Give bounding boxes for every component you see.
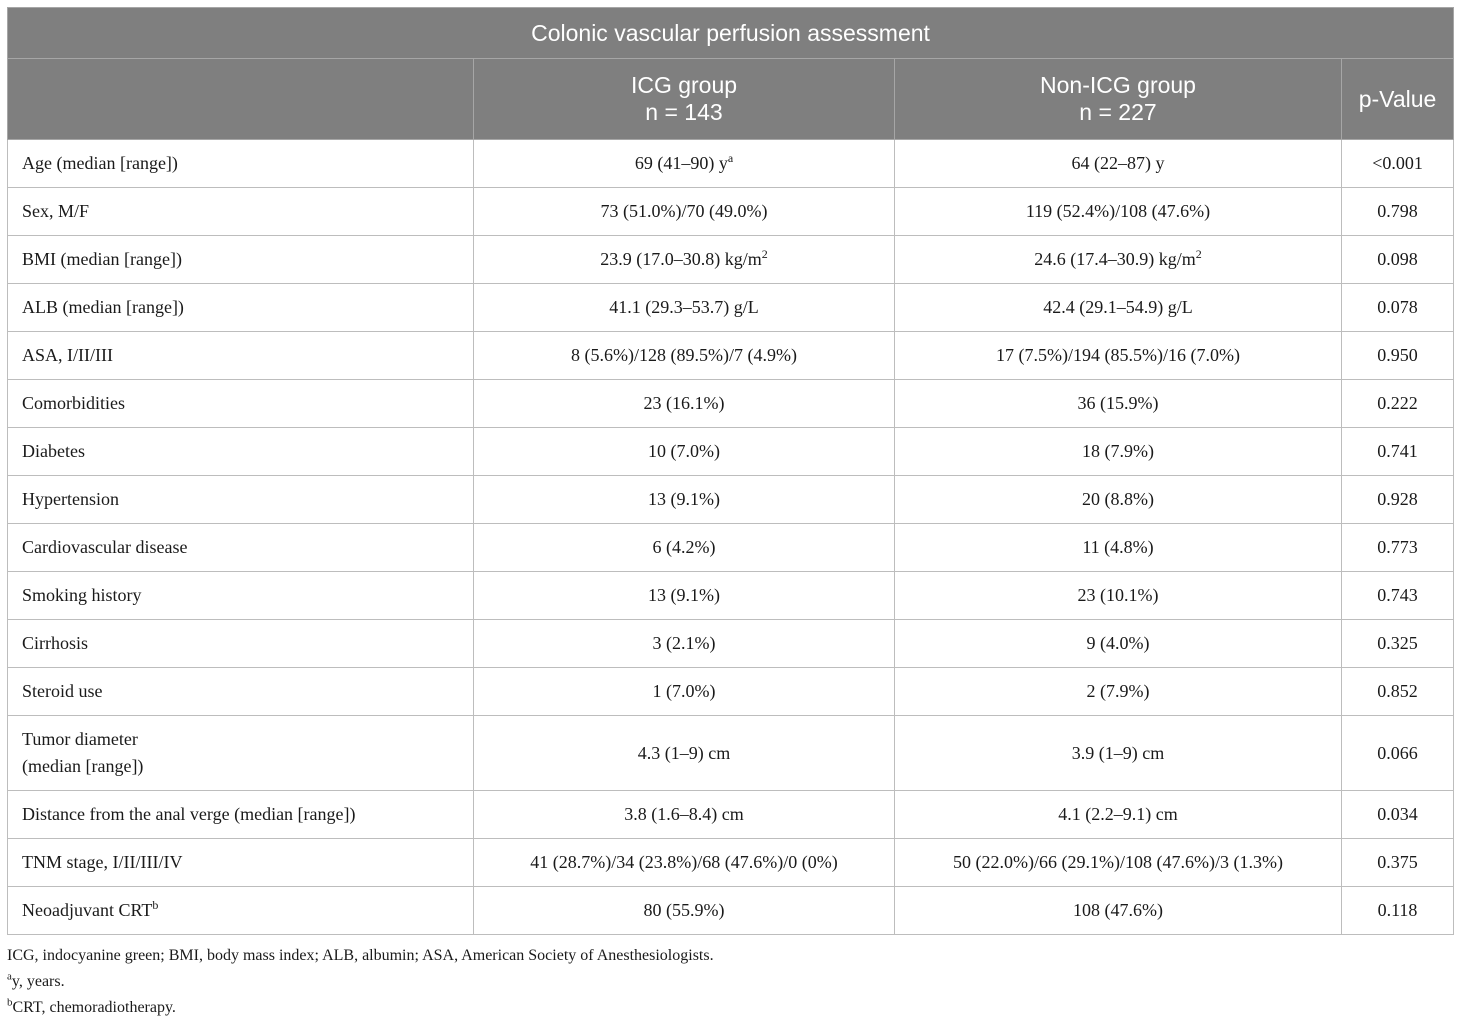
non-icg-value-cell <box>895 668 1342 716</box>
non-icg-value: 36 (15.9%) <box>1077 393 1159 413</box>
non-icg-value-cell <box>895 791 1342 839</box>
icg-value-cell <box>474 188 895 236</box>
non-icg-value-cell <box>895 332 1342 380</box>
icg-value-cell <box>474 791 895 839</box>
header-non-icg-n: n = 227 <box>1079 99 1157 125</box>
icg-value-cell <box>474 284 895 332</box>
icg-value-cell <box>474 716 895 791</box>
table-row <box>8 428 1454 476</box>
non-icg-value: 50 (22.0%)/66 (29.1%)/108 (47.6%)/3 (1.3%) <box>953 852 1283 872</box>
icg-value: 23.9 (17.0–30.8) kg/m <box>600 249 762 269</box>
table-row <box>8 887 1454 935</box>
non-icg-value: 11 (4.8%) <box>1082 537 1154 557</box>
table-wrapper <box>7 7 1453 1021</box>
row-label-cell <box>8 476 474 524</box>
footnote-abbreviations: ICG, indocyanine green; BMI, body mass index; ALB, albumin; ASA, American Society of Anesthesiologists. <box>7 947 714 964</box>
table-row <box>8 524 1454 572</box>
icg-value: 80 (55.9%) <box>643 900 725 920</box>
non-icg-value-cell <box>895 140 1342 188</box>
row-label: Steroid use <box>22 681 103 701</box>
row-label-cell <box>8 380 474 428</box>
icg-value: 13 (9.1%) <box>648 489 720 509</box>
non-icg-value: 4.1 (2.2–9.1) cm <box>1058 804 1178 824</box>
row-label: Age (median [range]) <box>22 153 178 173</box>
characteristics-table <box>7 7 1454 935</box>
non-icg-value: 23 (10.1%) <box>1077 585 1159 605</box>
row-label-cell <box>8 284 474 332</box>
row-label: TNM stage, I/II/III/IV <box>22 852 183 872</box>
table-row <box>8 668 1454 716</box>
table-row <box>8 284 1454 332</box>
footnote-a-text: y, years. <box>11 973 65 990</box>
p-value-cell: 0.928 <box>1342 476 1454 524</box>
table-row <box>8 188 1454 236</box>
non-icg-value: 20 (8.8%) <box>1082 489 1154 509</box>
table-title: Colonic vascular perfusion assessment <box>8 8 1454 59</box>
non-icg-value-cell <box>895 284 1342 332</box>
footnote-b-text: CRT, chemoradiotherapy. <box>12 999 176 1016</box>
row-label: ASA, I/II/III <box>22 345 113 365</box>
row-label: Tumor diameter <box>22 729 138 749</box>
icg-value-cell <box>474 668 895 716</box>
row-label: Neoadjuvant CRT <box>22 900 153 920</box>
non-icg-value-cell <box>895 839 1342 887</box>
p-value-cell: 0.078 <box>1342 284 1454 332</box>
icg-value-cell <box>474 476 895 524</box>
icg-value: 41 (28.7%)/34 (23.8%)/68 (47.6%)/0 (0%) <box>530 852 838 872</box>
p-value-cell: 0.773 <box>1342 524 1454 572</box>
icg-value-cell <box>474 524 895 572</box>
header-variable <box>8 59 474 140</box>
row-label: Hypertension <box>22 489 119 509</box>
icg-value: 13 (9.1%) <box>648 585 720 605</box>
icg-value-cell <box>474 380 895 428</box>
footnote-b <box>7 995 1453 1021</box>
footnotes <box>7 943 1453 1021</box>
row-label-cell <box>8 839 474 887</box>
non-icg-value: 17 (7.5%)/194 (85.5%)/16 (7.0%) <box>996 345 1240 365</box>
header-p-value: p-Value <box>1342 59 1454 140</box>
table-row <box>8 476 1454 524</box>
non-icg-value: 64 (22–87) y <box>1071 153 1165 173</box>
row-label-cell <box>8 620 474 668</box>
row-label: Cirrhosis <box>22 633 89 653</box>
icg-value-cell <box>474 428 895 476</box>
icg-value-cell <box>474 332 895 380</box>
header-icg-n: n = 143 <box>645 99 723 125</box>
icg-value: 41.1 (29.3–53.7) g/L <box>609 297 759 317</box>
icg-value: 23 (16.1%) <box>643 393 725 413</box>
icg-value: 69 (41–90) y <box>634 153 728 173</box>
icg-value-cell <box>474 572 895 620</box>
header-row <box>8 59 1454 140</box>
non-icg-value: 9 (4.0%) <box>1086 633 1150 653</box>
p-value-cell: 0.325 <box>1342 620 1454 668</box>
row-label-cell <box>8 236 474 284</box>
non-icg-value-cell <box>895 716 1342 791</box>
header-icg-group <box>474 59 895 140</box>
p-value-cell: 0.950 <box>1342 332 1454 380</box>
p-value-cell: 0.034 <box>1342 791 1454 839</box>
icg-value: 4.3 (1–9) cm <box>637 742 731 763</box>
row-label-line2: (median [range]) <box>22 756 144 776</box>
non-icg-value: 42.4 (29.1–54.9) g/L <box>1043 297 1193 317</box>
non-icg-value-superscript: 2 <box>1195 247 1202 261</box>
non-icg-value: 18 (7.9%) <box>1082 441 1154 461</box>
row-label-cell <box>8 668 474 716</box>
table-row <box>8 791 1454 839</box>
row-label: Sex, M/F <box>22 201 90 221</box>
header-icg-label: ICG group <box>630 72 738 98</box>
icg-value: 8 (5.6%)/128 (89.5%)/7 (4.9%) <box>571 345 797 365</box>
row-label-cell <box>8 524 474 572</box>
non-icg-value-cell <box>895 476 1342 524</box>
row-label-cell <box>8 140 474 188</box>
p-value-cell: 0.375 <box>1342 839 1454 887</box>
non-icg-value-cell <box>895 887 1342 935</box>
row-label: ALB (median [range]) <box>22 297 184 317</box>
row-label-cell <box>8 332 474 380</box>
icg-value: 10 (7.0%) <box>648 441 720 461</box>
p-value-cell: 0.098 <box>1342 236 1454 284</box>
icg-value-superscript: a <box>727 151 734 165</box>
footnote-a <box>7 969 1453 995</box>
non-icg-value-cell <box>895 236 1342 284</box>
table-row <box>8 839 1454 887</box>
title-row <box>8 8 1454 59</box>
non-icg-value: 2 (7.9%) <box>1086 681 1150 701</box>
row-label: Smoking history <box>22 585 142 605</box>
table-row <box>8 236 1454 284</box>
table-body <box>8 140 1454 935</box>
non-icg-value-cell <box>895 380 1342 428</box>
non-icg-value-cell <box>895 524 1342 572</box>
p-value-cell: 0.741 <box>1342 428 1454 476</box>
row-label-cell <box>8 716 474 791</box>
row-label-cell <box>8 887 474 935</box>
table-row <box>8 140 1454 188</box>
non-icg-value: 3.9 (1–9) cm <box>1071 742 1165 763</box>
non-icg-value-cell <box>895 572 1342 620</box>
icg-value: 1 (7.0%) <box>652 681 716 701</box>
row-label-cell <box>8 791 474 839</box>
icg-value-cell <box>474 140 895 188</box>
p-value-cell: 0.222 <box>1342 380 1454 428</box>
icg-value-cell <box>474 839 895 887</box>
p-value-cell: 0.798 <box>1342 188 1454 236</box>
p-value-cell: 0.066 <box>1342 716 1454 791</box>
header-non-icg-label: Non-ICG group <box>1040 72 1196 98</box>
row-label-cell <box>8 188 474 236</box>
row-label: Distance from the anal verge (median [range]) <box>22 804 356 824</box>
row-label: BMI (median [range]) <box>22 249 182 269</box>
non-icg-value-cell <box>895 620 1342 668</box>
non-icg-value-cell <box>895 428 1342 476</box>
table-row <box>8 332 1454 380</box>
row-label: Cardiovascular disease <box>22 537 188 557</box>
non-icg-value: 24.6 (17.4–30.9) kg/m <box>1034 249 1196 269</box>
table-row <box>8 572 1454 620</box>
icg-value: 73 (51.0%)/70 (49.0%) <box>600 201 768 221</box>
table-row <box>8 380 1454 428</box>
icg-value: 3.8 (1.6–8.4) cm <box>624 804 744 824</box>
footnote-b-mark: b <box>7 996 13 1009</box>
row-label: Diabetes <box>22 441 85 461</box>
non-icg-value-cell <box>895 188 1342 236</box>
row-label-cell <box>8 428 474 476</box>
icg-value-cell <box>474 620 895 668</box>
icg-value-cell <box>474 887 895 935</box>
p-value-cell: 0.118 <box>1342 887 1454 935</box>
icg-value-cell <box>474 236 895 284</box>
icg-value: 3 (2.1%) <box>652 633 716 653</box>
p-value-cell: 0.852 <box>1342 668 1454 716</box>
row-label-cell <box>8 572 474 620</box>
table-row <box>8 716 1454 791</box>
p-value-cell: <0.001 <box>1342 140 1454 188</box>
p-value-cell: 0.743 <box>1342 572 1454 620</box>
icg-value-superscript: 2 <box>761 247 768 261</box>
non-icg-value: 108 (47.6%) <box>1073 900 1163 920</box>
row-label: Comorbidities <box>22 393 125 413</box>
table-row <box>8 620 1454 668</box>
icg-value: 6 (4.2%) <box>652 537 716 557</box>
non-icg-value: 119 (52.4%)/108 (47.6%) <box>1025 201 1211 221</box>
footnote-a-mark: a <box>7 970 12 983</box>
header-non-icg-group <box>895 59 1342 140</box>
row-label-footnote-mark: b <box>152 898 159 912</box>
